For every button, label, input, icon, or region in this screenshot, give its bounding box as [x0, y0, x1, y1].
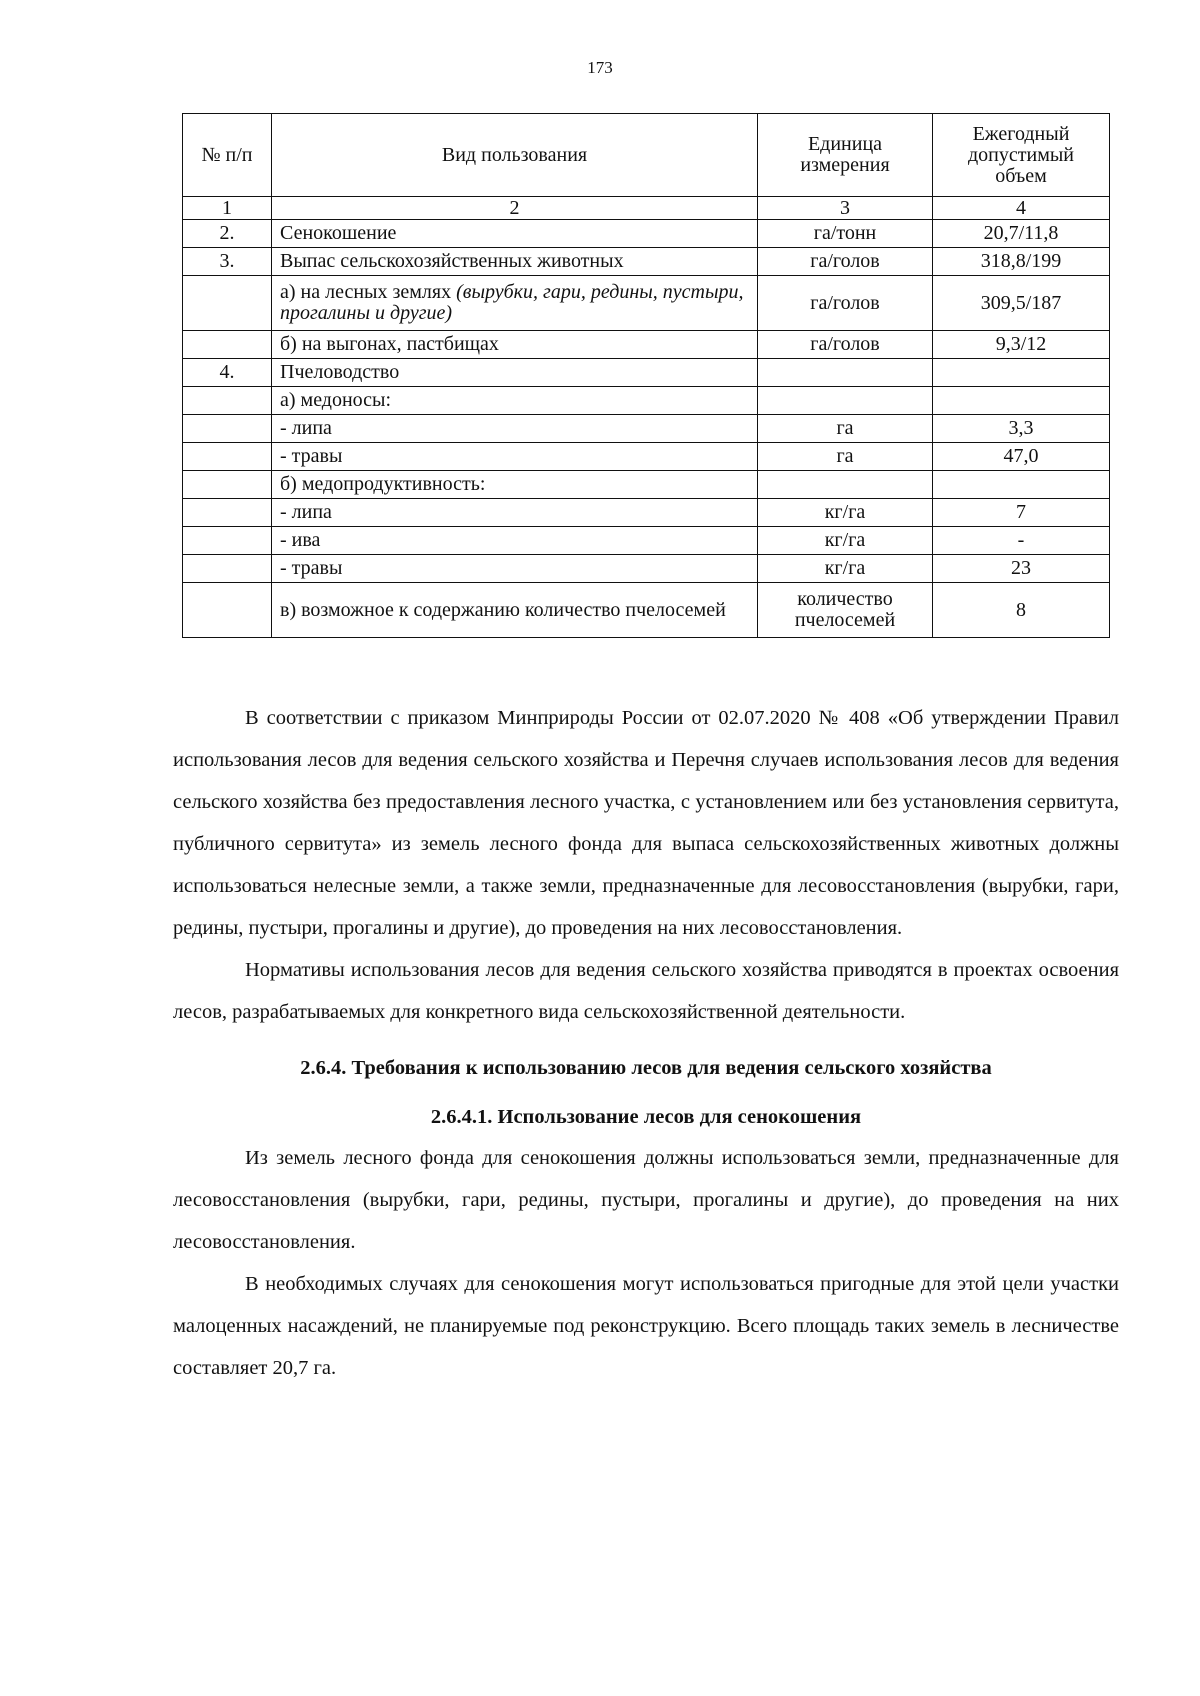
table-row: [183, 527, 1110, 555]
header-number: № п/п: [183, 114, 272, 197]
unit-cell: [758, 387, 933, 415]
paragraph-norms: Нормативы использования лесов для ведения сельского хозяйства приводятся в проектах освоения лесов, разрабатываемых для конкретного вида сельскохозяйственной деятельности.: [173, 959, 1119, 1023]
volume-cell: 9,3/12: [933, 331, 1110, 359]
volume-cell: [933, 387, 1110, 415]
usage-type: Сенокошение: [272, 220, 758, 248]
unit-cell: га/голов: [758, 276, 933, 331]
paragraph-haymaking-area: В необходимых случаях для сенокошения могут использоваться пригодные для этой цели участки малоценных насаждений, не планируемые под реконструкцию. Всего площадь таких земель в лесничестве составляет 20,7 га.: [173, 1273, 1119, 1379]
paragraph-haymaking-lands: Из земель лесного фонда для сенокошения должны использоваться земли, предназначенные для лесовосстановления (вырубки, гари, редины, пустыри, прогалины и другие), до проведения на них лесовосстановления.: [173, 1147, 1119, 1253]
table-row: [183, 387, 1110, 415]
row-number: [183, 276, 272, 331]
table-row: [183, 331, 1110, 359]
subsection-heading: 2.6.4.1. Использование лесов для сенокошения: [430, 1106, 862, 1128]
index-cell: 1: [183, 197, 272, 220]
header-annual-volume: Ежегодный допустимый объем: [933, 114, 1110, 197]
volume-cell: 309,5/187: [933, 276, 1110, 331]
body-text: [173, 697, 1119, 1389]
unit-cell: кг/га: [758, 499, 933, 527]
usage-type: в) возможное к содержанию количество пчелосемей: [272, 583, 758, 638]
table-row: [183, 583, 1110, 638]
usage-type: - травы: [272, 555, 758, 583]
forest-usage-table: [182, 113, 1110, 638]
usage-type: - липа: [272, 499, 758, 527]
table-row: [183, 415, 1110, 443]
row-number: [183, 443, 272, 471]
row-number: 3.: [183, 248, 272, 276]
table-row: [183, 471, 1110, 499]
row-number: [183, 527, 272, 555]
volume-cell: [933, 471, 1110, 499]
usage-type: б) на выгонах, пастбищах: [272, 331, 758, 359]
header-unit: Единица измерения: [758, 114, 933, 197]
usage-type: - липа: [272, 415, 758, 443]
index-cell: 3: [758, 197, 933, 220]
table-row: [183, 220, 1110, 248]
volume-cell: [933, 359, 1110, 387]
usage-type: а) медоносы:: [272, 387, 758, 415]
unit-cell: га/голов: [758, 331, 933, 359]
unit-cell: га/голов: [758, 248, 933, 276]
table-row: [183, 276, 1110, 331]
volume-cell: 318,8/199: [933, 248, 1110, 276]
unit-cell: га: [758, 415, 933, 443]
index-cell: 2: [272, 197, 758, 220]
usage-type: б) медопродуктивность:: [272, 471, 758, 499]
unit-cell: кг/га: [758, 555, 933, 583]
usage-type: - травы: [272, 443, 758, 471]
row-number: 2.: [183, 220, 272, 248]
volume-cell: 47,0: [933, 443, 1110, 471]
volume-cell: 7: [933, 499, 1110, 527]
table-row: [183, 359, 1110, 387]
usage-type: [272, 276, 758, 331]
index-cell: 4: [933, 197, 1110, 220]
volume-cell: 3,3: [933, 415, 1110, 443]
header-usage-type: Вид пользования: [272, 114, 758, 197]
unit-cell: [758, 359, 933, 387]
row-number: [183, 387, 272, 415]
row-number: [183, 471, 272, 499]
table-header-row: [183, 114, 1110, 197]
usage-type-text: а) на лесных землях: [280, 281, 457, 303]
volume-cell: 20,7/11,8: [933, 220, 1110, 248]
volume-cell: -: [933, 527, 1110, 555]
row-number: [183, 499, 272, 527]
section-heading: 2.6.4. Требования к использованию лесов для ведения сельского хозяйства: [300, 1057, 992, 1079]
paragraph-grazing-order: В соответствии с приказом Минприроды России от 02.07.2020 № 408 «Об утверждении Правил использования лесов для ведения сельского хозяйства и Перечня случаев использования лесов для ведения сельского хозяйства без предоставления лесного участка, с установлением или без установления сервитута, публичного сервитута» из земель лесного фонда для выпаса сельскохозяйственных животных должны использоваться нелесные земли, а также земли, предназначенные для лесовосстановления (вырубки, гари, редины, пустыри, прогалины и другие), до проведения на них лесовосстановления.: [173, 707, 1119, 939]
usage-type-note: (вырубки, гари, редины, пустыри, прогалины и другие): [280, 281, 744, 324]
row-number: [183, 555, 272, 583]
usage-type: Пчеловодство: [272, 359, 758, 387]
row-number: [183, 583, 272, 638]
unit-cell: количество пчелосемей: [758, 583, 933, 638]
table-row: [183, 248, 1110, 276]
unit-cell: га: [758, 443, 933, 471]
volume-cell: 23: [933, 555, 1110, 583]
table-row: [183, 499, 1110, 527]
table-index-row: [183, 197, 1110, 220]
row-number: 4.: [183, 359, 272, 387]
row-number: [183, 415, 272, 443]
table-row: [183, 555, 1110, 583]
row-number: [183, 331, 272, 359]
unit-cell: кг/га: [758, 527, 933, 555]
volume-cell: 8: [933, 583, 1110, 638]
unit-cell: га/тонн: [758, 220, 933, 248]
usage-type: - ива: [272, 527, 758, 555]
page-number: 173: [587, 58, 613, 77]
table-row: [183, 443, 1110, 471]
usage-type: Выпас сельскохозяйственных животных: [272, 248, 758, 276]
unit-cell: [758, 471, 933, 499]
